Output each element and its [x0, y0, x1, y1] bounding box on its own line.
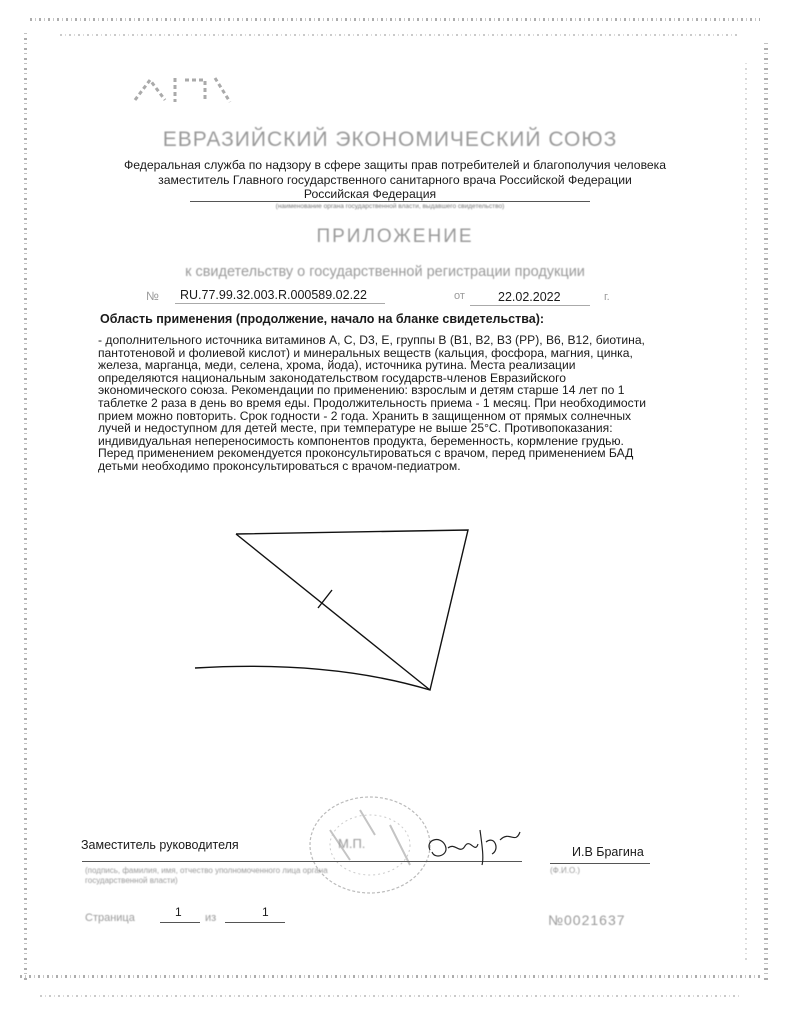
date-suffix: г. [604, 291, 610, 303]
agency-line-1: Федеральная служба по надзору в сфере защиты прав потребителей и благополучия человека [123, 158, 667, 172]
content-line: - дополнительного источника витаминов A, C, D3, E, группы B (B1, B2, B3 (PP), B6, B12, биотина, [98, 333, 645, 347]
agency-line-3: Российская Федерация [303, 187, 437, 201]
name-caption: (Ф.И.О.) [550, 866, 581, 875]
page-total: 1 [262, 905, 269, 919]
stamp-label: М.П. [338, 836, 366, 851]
page-current: 1 [175, 905, 182, 919]
registration-number: RU.77.99.32.003.R.000589.02.22 [180, 288, 367, 302]
serial-number: №0021637 [548, 912, 626, 928]
content-line: лучей и недоступном для детей месте, при температуре не выше 25°C. Противопоказания: [98, 421, 613, 436]
authority-caption: (наименование органа государственной власти, выдавшего свидетельство) [275, 203, 505, 210]
content-line: пантотеновой и фолиевой кислот) и минеральных веществ (кальция, фосфора, магния, цинка, [98, 345, 633, 360]
content-line: Перед применением рекомендуется проконсультироваться с врачом, перед применением БАД [98, 446, 634, 461]
signatory-caption: (подпись, фамилия, имя, отчество уполномоченного лица органа государственной власти) [85, 866, 328, 885]
content-line: детьми необходимо проконсультироваться с врачом-педиатром. [98, 458, 461, 473]
content-line: прием можно повторить. Срок годности - 2 года. Хранить в защищенном от прямых солнечных [98, 408, 632, 423]
signatory-position: Заместитель руководителя [81, 838, 239, 852]
number-prefix: № [146, 289, 159, 303]
name-line [550, 863, 650, 864]
content-line: таблетке 2 раза в день во время еды. Продолжительность приема - 1 месяц. При необходимости [98, 395, 646, 410]
content-line: определяются национальным законодательством государств-членов Евразийского [98, 370, 566, 385]
content-heading: Область применения (продолжение, начало на бланке свидетельства): [100, 312, 545, 326]
content-line: экономического союза. Рекомендации по применению: взрослым и детям старше 14 лет по 1 [98, 383, 625, 398]
document-title: ПРИЛОЖЕНИЕ [316, 226, 474, 247]
date-prefix: от [454, 290, 465, 302]
page-of-label: из [205, 912, 217, 924]
registration-date: 22.02.2022 [498, 290, 561, 304]
handwritten-signature [420, 820, 530, 870]
signatory-name: И.В Брагина [572, 845, 644, 859]
union-title: ЕВРАЗИЙСКИЙ ЭКОНОМИЧЕСКИЙ СОЮЗ [162, 128, 618, 151]
document-subtitle: к свидетельству о государственной регистрации продукции [185, 264, 585, 280]
content-line: индивидуальная непереносимость компонентов продукта, беременность, кормление грудью. [98, 433, 624, 448]
content-line: железа, марганца, меди, селена, хрома, йода), источника рутина. Места реализации [98, 358, 576, 373]
agency-line-2: заместитель Главного государственного санитарного врача Российской Федерации [158, 173, 632, 187]
page-label: Страница [85, 912, 135, 924]
page-current-line [160, 922, 200, 923]
page-total-line [225, 922, 285, 923]
